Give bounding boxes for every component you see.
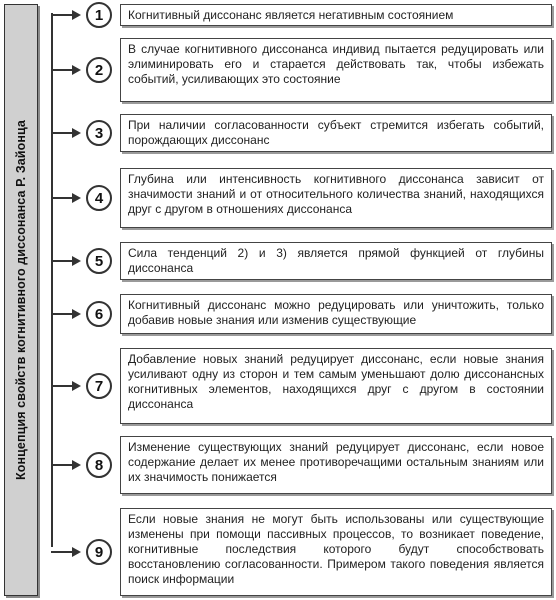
- property-item-9: [0, 508, 556, 596]
- item-number-badge: 8: [86, 452, 112, 478]
- property-item-7: [0, 348, 556, 424]
- property-item-5: [0, 242, 556, 280]
- item-statement: В случае когнитивного диссонанса индивид пытается редуцировать или элиминировать его и старается действовать так, чтобы избежать событий, усиливающих это состояние: [120, 38, 552, 102]
- item-statement: Добавление новых знаний редуцирует диссонанс, если новые знания усиливают одну из сторон и тем самым уменьшают долю диссонансных когнитивных элементов, находящихся друг с другом в состоянии диссонанса: [120, 348, 552, 424]
- item-number-badge: 9: [86, 539, 112, 565]
- branch-arrow: [51, 132, 79, 134]
- item-number-badge: 7: [86, 373, 112, 399]
- item-statement: Изменение существующих знаний редуцирует диссонанс, если новое содержание делает их менее противоречащими остальным знаниям или их значимость понижается: [120, 436, 552, 494]
- concept-title: Концепция свойств когнитивного диссонанса Р. Зайонца: [14, 120, 28, 480]
- item-statement: Когнитивный диссонанс является негативным состоянием: [120, 4, 552, 26]
- branch-arrow: [51, 14, 79, 16]
- branch-arrow: [51, 385, 79, 387]
- branch-arrow: [51, 260, 79, 262]
- branch-arrow: [51, 69, 79, 71]
- item-number-badge: 6: [86, 301, 112, 327]
- item-statement: Сила тенденций 2) и 3) является прямой функцией от глубины диссонанса: [120, 242, 552, 280]
- property-item-2: [0, 38, 556, 102]
- branch-arrow: [51, 197, 79, 199]
- property-item-4: [0, 168, 556, 228]
- branch-arrow: [51, 551, 79, 553]
- property-item-6: [0, 294, 556, 334]
- item-statement: Если новые знания не могут быть использованы или существующие изменены при помощи пассивных процессов, то возникает поведение, когнитивные последствия которого будут способствовать восстановлению согласованности. Примером такого поведения является поиск информации: [120, 508, 552, 596]
- property-item-3: [0, 114, 556, 152]
- item-number-badge: 5: [86, 248, 112, 274]
- branch-arrow: [51, 464, 79, 466]
- property-item-1: [0, 4, 556, 26]
- item-statement: Глубина или интенсивность когнитивного диссонанса зависит от значимости знаний и от относительного количества знаний, находящихся друг с другом в отношениях диссонанса: [120, 168, 552, 228]
- item-number-badge: 2: [86, 57, 112, 83]
- item-number-badge: 4: [86, 185, 112, 211]
- item-statement: Когнитивный диссонанс можно редуцировать или уничтожить, только добавив новые знания или изменив существующие: [120, 294, 552, 334]
- property-item-8: [0, 436, 556, 494]
- item-number-badge: 1: [86, 2, 112, 28]
- item-statement: При наличии согласованности субъект стремится избегать событий, порождающих диссонанс: [120, 114, 552, 152]
- branch-arrow: [51, 313, 79, 315]
- item-number-badge: 3: [86, 120, 112, 146]
